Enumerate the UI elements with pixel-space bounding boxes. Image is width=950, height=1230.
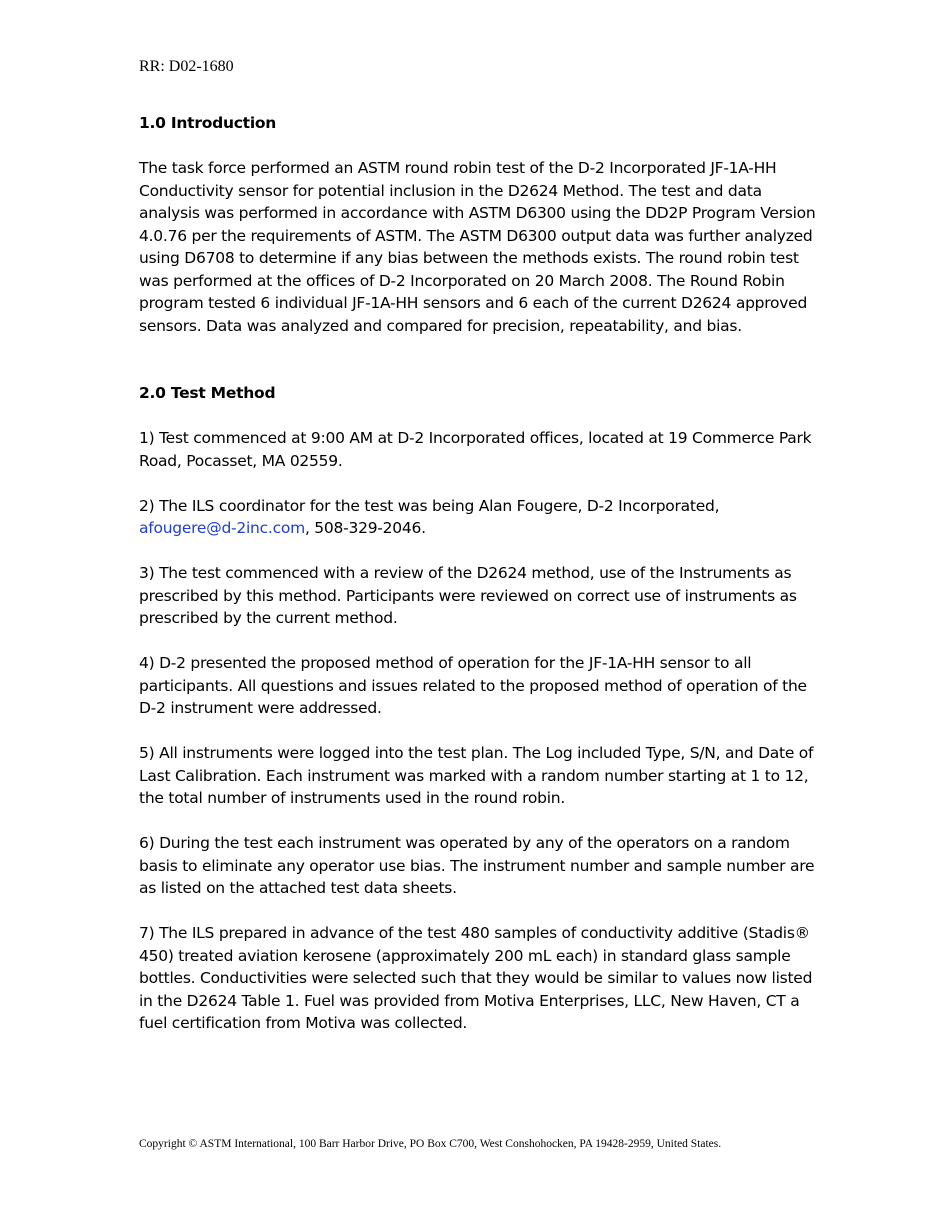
report-id-header: RR: D02-1680 <box>139 58 234 75</box>
test-method-item-6: 6) During the test each instrument was operated by any of the operators on a random basis to eliminate any operator use bias. The instrument number and sample number are as listed on the attached test data sheets. <box>139 834 815 897</box>
test-method-item-3: 3) The test commenced with a review of the D2624 method, use of the Instruments as prescribed by this method. Participants were reviewed on correct use of instruments as prescribed by the current method. <box>139 564 797 627</box>
test-method-item-4: 4) D-2 presented the proposed method of operation for the JF-1A-HH sensor to all participants. All questions and issues related to the proposed method of operation of the D-2 instrument were addressed. <box>139 654 807 717</box>
test-method-item-7: 7) The ILS prepared in advance of the test 480 samples of conductivity additive (Stadis® 450) treated aviation kerosene (approximately 200 mL each) in standard glass sample bottles. Conductivities were selected such that they would be similar to values now listed in the D2624 Table 1. Fuel was provided from Motiva Enterprises, LLC, New Haven, CT a fuel certification from Motiva was collected. <box>139 924 813 1032</box>
test-method-item-2 <box>139 495 819 540</box>
item-2-text: 2) The ILS coordinator for the test was being Alan Fougere, D-2 Incorporated, <box>139 496 720 515</box>
copyright-footer: Copyright © ASTM International, 100 Barr Harbor Drive, PO Box C700, West Conshohocken, PA 19428-2959, United States. <box>139 1138 722 1150</box>
test-method-list <box>139 427 819 1057</box>
section-heading-test-method: 2.0 Test Method <box>139 384 276 402</box>
section-heading-introduction: 1.0 Introduction <box>139 114 277 132</box>
test-method-item-1: 1) Test commenced at 9:00 AM at D-2 Incorporated offices, located at 19 Commerce Park Road, Pocasset, MA 02559. <box>139 429 812 470</box>
introduction-paragraph: The task force performed an ASTM round robin test of the D-2 Incorporated JF-1A-HH Conductivity sensor for potential inclusion in the D2624 Method. The test and data analysis was performed in accordance with ASTM D6300 using the DD2P Program Version 4.0.76 per the requirements of ASTM. The ASTM D6300 output data was further analyzed using D6708 to determine if any bias between the methods exists. The round robin test was performed at the offices of D-2 Incorporated on 20 March 2008. The Round Robin program tested 6 individual JF-1A-HH sensors and 6 each of the current D2624 approved sensors. Data was analyzed and compared for precision, repeatability, and bias. <box>139 159 816 335</box>
test-method-item-5: 5) All instruments were logged into the test plan. The Log included Type, S/N, and Date of Last Calibration. Each instrument was marked with a random number starting at 1 to 12, the total number of instruments used in the round robin. <box>139 744 814 807</box>
coordinator-email-link[interactable]: afougere@d-2inc.com <box>139 519 305 537</box>
item-2-phone: , 508-329-2046. <box>304 519 426 537</box>
